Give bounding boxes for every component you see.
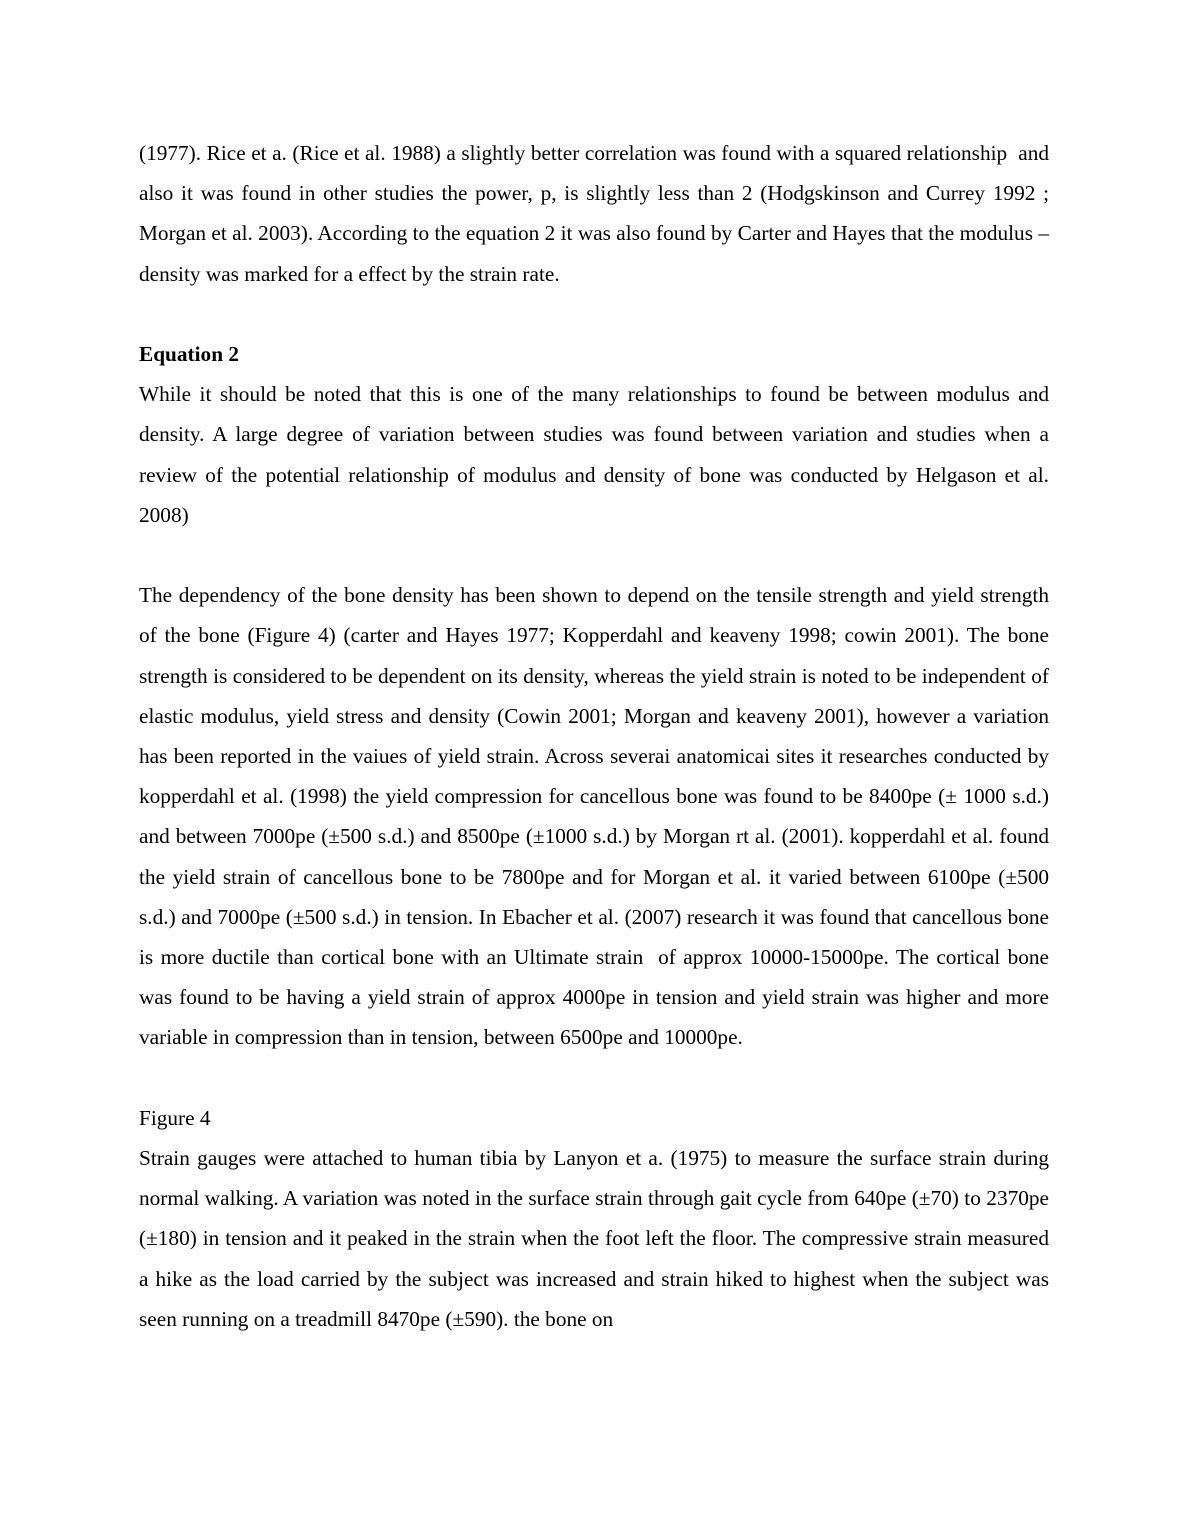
spacer: [139, 535, 1049, 575]
equation-heading: Equation 2: [139, 342, 240, 366]
spacer: [139, 1058, 1049, 1098]
document-page: [139, 133, 1055, 1339]
paragraph-1: (1977). Rice et a. (Rice et al. 1988) a slightly better correlation was found with a squared relationship and also it was found in other studies the power, p, is slightly less than 2 (Hodgskinson and Currey 1992 ; Morgan et al. 2003). According to the equation 2 it was also found by Carter and Hayes that the modulus – density was marked for a effect by the strain rate.: [139, 141, 1055, 286]
spacer: [139, 294, 1049, 334]
paragraph-2: While it should be noted that this is one of the many relationships to found be between modulus and density. A large degree of variation between studies was found between variation and studies when a review of the potential relationship of modulus and density of bone was conducted by Helgason et al. 2008): [139, 382, 1055, 527]
paragraph-3: The dependency of the bone density has been shown to depend on the tensile strength and yield strength of the bone (Figure 4) (carter and Hayes 1977; Kopperdahl and keaveny 1998; cowin 2001). The bone strength is considered to be dependent on its density, whereas the yield strain is noted to be independent of elastic modulus, yield stress and density (Cowin 2001; Morgan and keaveny 2001), however a variation has been reported in the vaiues of yield strain. Across severai anatomicai sites it researches conducted by kopperdahl et al. (1998) the yield compression for cancellous bone was found to be 8400pe (± 1000 s.d.) and between 7000pe (±500 s.d.) and 8500pe (±1000 s.d.) by Morgan rt al. (2001). kopperdahl et al. found the yield strain of cancellous bone to be 7800pe and for Morgan et al. it varied between 6100pe (±500 s.d.) and 7000pe (±500 s.d.) in tension. In Ebacher et al. (2007) research it was found that cancellous bone is more ductile than cortical bone with an Ultimate strain of approx 10000-15000pe. The cortical bone was found to be having a yield strain of approx 4000pe in tension and yield strain was higher and more variable in compression than in tension, between 6500pe and 10000pe.: [139, 583, 1055, 1050]
figure-label: Figure 4: [139, 1105, 211, 1130]
paragraph-4: Strain gauges were attached to human tibia by Lanyon et a. (1975) to measure the surface strain during normal walking. A variation was noted in the surface strain through gait cycle from 640pe (±70) to 2370pe (±180) in tension and it peaked in the strain when the foot left the floor. The compressive strain measured a hike as the load carried by the subject was increased and strain hiked to highest when the subject was seen running on a treadmill 8470pe (±590). the bone on: [139, 1146, 1055, 1331]
